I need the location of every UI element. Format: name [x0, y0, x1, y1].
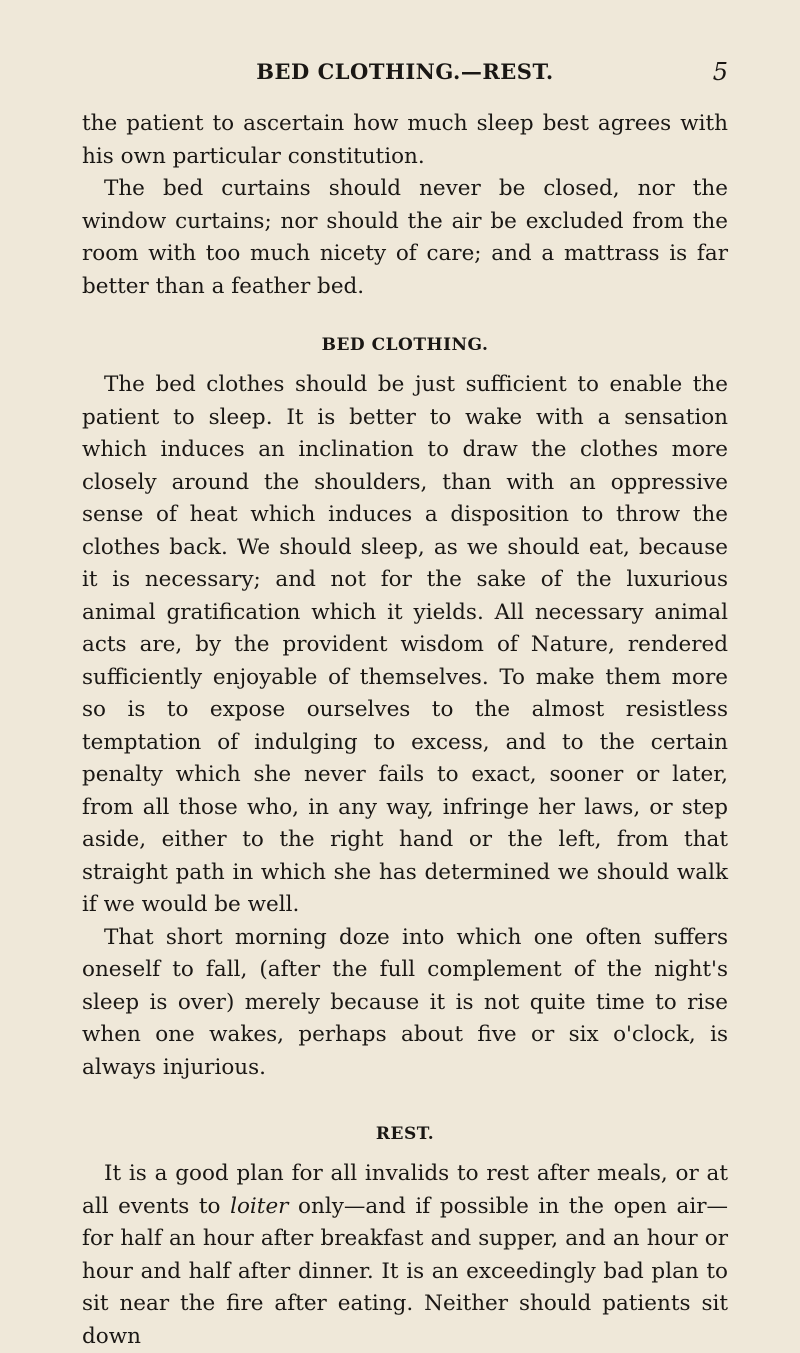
paragraph-morning-doze: That short morning doze into which one often suffers oneself to fall, (after the full complement of the night's sleep is over) merely because it is not quite time to rise when one wakes, perhaps about five or six o'clock, is always injurious.: [82, 924, 728, 1080]
running-header: [82, 54, 728, 90]
rest-text-emphasis: loiter: [230, 1193, 289, 1219]
section-heading-bed-clothing: BED CLOTHING.: [321, 335, 489, 355]
running-title: BED CLOTHING.—REST.: [256, 59, 554, 84]
paragraph-continuation: the patient to ascertain how much sleep best agrees with his own particular constitution.: [82, 111, 728, 169]
paragraph-bed-clothes: The bed clothes should be just sufficient to enable the patient to sleep. It is better to wake with a sensation which induces an inclination to draw the clothes more closely around the shoulders, than with an oppressive sense of heat which induces a disposition to throw the clothes back. We should sleep, as we should eat, because it is necessary; and not for the sake of the luxurious animal gratification which it yields. All necessary animal acts are, by the provident wisdom of Nature, rendered sufficiently enjoyable of themselves. To make them more so is to expose ourselves to the almost resistless temptation of indulging to excess, and to the certain penalty which she never fails to exact, sooner or later, from all those who, in any way, infringe her laws, or step aside, either to the right hand or the left, from that straight path in which she has determined we should walk if we would be well.: [82, 372, 728, 917]
rest-text-before: It is a good plan for all invalids to rest after meals, or at all events to: [82, 1161, 728, 1219]
rest-text-after: only—and if possible in the open air—for half an hour after breakfast and supper, and an hour or hour and half after dinner. It is an exceedingly bad plan to sit near the fire after eating. Neither should patients sit down: [82, 1193, 728, 1349]
section-heading-rest: REST.: [375, 1124, 435, 1144]
page-number: 5: [712, 58, 728, 86]
paragraph-rest: [82, 1158, 728, 1353]
paragraph-bed-curtains: The bed curtains should never be closed, nor the window curtains; nor should the air be excluded from the room with too much nicety of care; and a mattrass is far better than a feather bed.: [82, 176, 728, 299]
